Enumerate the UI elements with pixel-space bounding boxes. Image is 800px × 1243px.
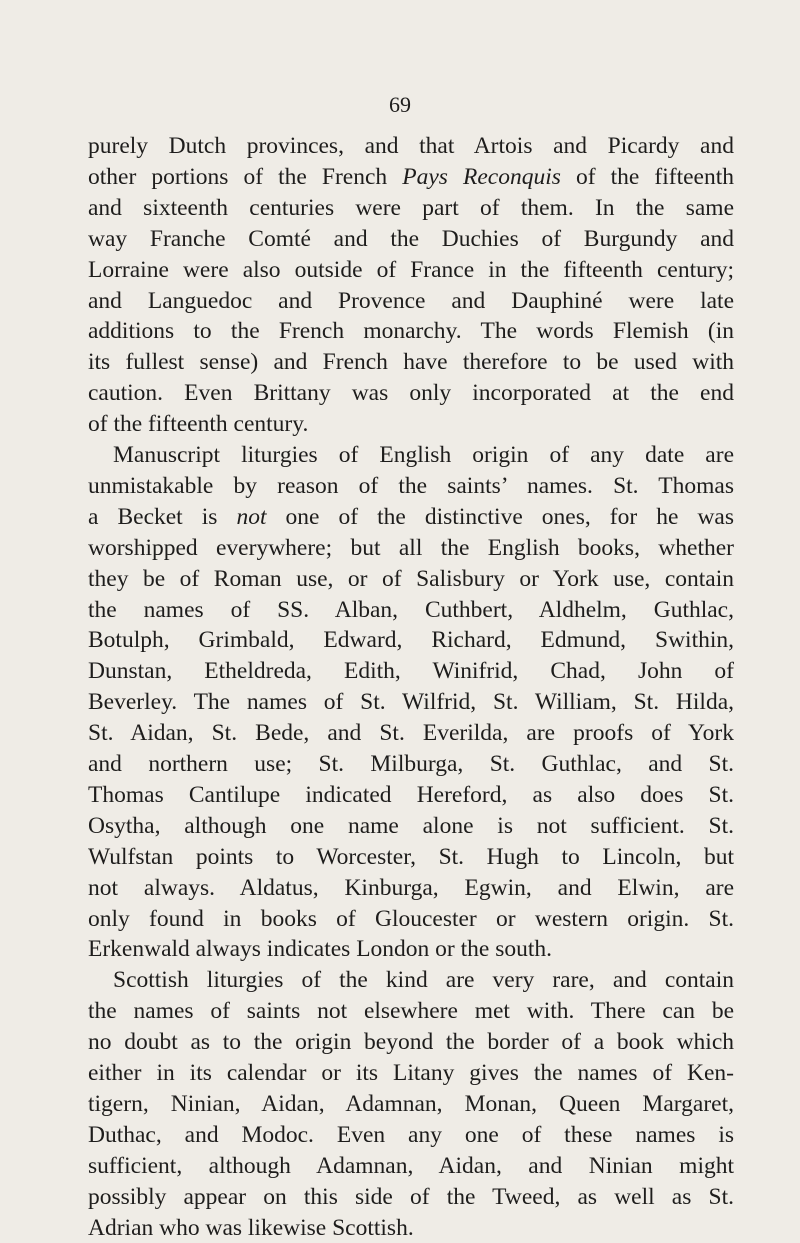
text-segment: and northern use; St. Milburga, St. Guthlac, and St. [88, 751, 734, 777]
text-segment: a Becket is [88, 503, 237, 530]
text-line [88, 749, 734, 779]
text-line [88, 904, 734, 934]
text-segment: the names of SS. Alban, Cuthbert, Aldhelm, Guthlac, [88, 596, 734, 623]
text-segment: one of the distinctive ones, for he was [266, 503, 734, 530]
text-line [88, 656, 734, 686]
text-segment: caution. Even Brittany was only incorporated at the end [88, 380, 734, 407]
text-segment: they be of Roman use, or of Salisbury or York use, contain [88, 565, 734, 592]
text-segment: and Languedoc and Provence and Dauphiné were late [88, 287, 734, 314]
text-line [88, 1027, 734, 1057]
text-segment: sufficient, although Adamnan, Aidan, and Ninian might [88, 1152, 734, 1179]
text-line [88, 378, 734, 408]
text-line [88, 1151, 734, 1181]
text-line [88, 1089, 734, 1119]
text-segment: either in its calendar or its Litany gives the names of Ken- [88, 1060, 734, 1086]
text-line [113, 440, 734, 470]
text-line [88, 1058, 734, 1088]
text-segment: Thomas Cantilupe indicated Hereford, as also does St. [88, 781, 734, 808]
text-line [88, 347, 734, 377]
text-segment: no doubt as to the origin beyond the border of a book which [88, 1029, 734, 1056]
text-segment: of the fifteenth century. [88, 411, 309, 438]
page-number: 69 [389, 92, 411, 117]
text-segment: way Franche Comté and the Duchies of Burgundy and [88, 225, 734, 252]
text-segment: unmistakable by reason of the saints’ names. St. Thomas [88, 472, 734, 499]
text-segment: Lorraine were also outside of France in the fifteenth century; [88, 256, 734, 283]
text-segment: possibly appear on this side of the Tweed, as well as St. [88, 1183, 734, 1210]
text-line [88, 595, 734, 625]
text-segment: other portions of the French [88, 163, 403, 190]
text-line [88, 625, 734, 655]
text-line [88, 1213, 734, 1243]
text-segment: additions to the French monarchy. The words Flemish (in [88, 318, 734, 345]
text-line [88, 811, 734, 841]
text-segment: the names of saints not elsewhere met with. There can be [88, 998, 734, 1025]
text-line [88, 162, 734, 192]
text-line [88, 224, 734, 254]
text-segment: tigern, Ninian, Aidan, Adamnan, Monan, Queen Margaret, [88, 1090, 734, 1117]
text-line [113, 965, 734, 995]
text-segment: Manuscript liturgies of English origin of any date are [113, 442, 734, 468]
text-segment: only found in books of Gloucester or western origin. St. [88, 905, 734, 932]
text-segment: worshipped everywhere; but all the English books, whether [88, 534, 734, 561]
text-line [88, 502, 734, 532]
text-line [88, 1182, 734, 1212]
text-segment: Duthac, and Modoc. Even any one of these names is [88, 1121, 734, 1148]
text-line [88, 1120, 734, 1150]
text-line [88, 316, 734, 346]
text-line [88, 409, 734, 439]
text-line [88, 934, 734, 964]
text-segment: not always. Aldatus, Kinburga, Egwin, and Elwin, are [88, 874, 734, 901]
text-segment: Erkenwald always indicates London or the south. [88, 936, 553, 963]
italic-text: not [236, 503, 267, 530]
text-segment: Botulph, Grimbald, Edward, Richard, Edmund, Swithin, [88, 627, 734, 654]
text-line [88, 131, 734, 161]
text-segment: purely Dutch provinces, and that Artois and Picardy and [88, 133, 734, 159]
text-line [88, 687, 734, 717]
text-line [88, 718, 734, 748]
text-segment: its fullest sense) and French have therefore to be used with [88, 349, 734, 376]
text-line [88, 873, 734, 903]
text-line [88, 842, 734, 872]
text-segment: Beverley. The names of St. Wilfrid, St. William, St. Hilda, [88, 689, 734, 716]
text-line [88, 286, 734, 316]
text-segment: Osytha, although one name alone is not sufficient. St. [88, 812, 734, 839]
text-segment: of the fifteenth [560, 163, 734, 190]
text-line [88, 471, 734, 501]
text-line [88, 255, 734, 285]
text-line [88, 533, 734, 563]
text-segment: Wulfstan points to Worcester, St. Hugh to Lincoln, but [88, 843, 734, 870]
text-line [88, 780, 734, 810]
text-line [88, 564, 734, 594]
text-segment: and sixteenth centuries were part of them. In the same [88, 194, 734, 221]
text-segment: Dunstan, Etheldreda, Edith, Winifrid, Chad, John of [88, 658, 734, 685]
text-line [88, 193, 734, 223]
text-segment: Scottish liturgies of the kind are very rare, and contain [113, 967, 734, 994]
text-segment: St. Aidan, St. Bede, and St. Everilda, are proofs of York [88, 720, 734, 747]
text-line [88, 996, 734, 1026]
text-segment: Adrian who was likewise Scottish. [88, 1214, 414, 1241]
italic-text: Pays Reconquis [402, 163, 561, 190]
